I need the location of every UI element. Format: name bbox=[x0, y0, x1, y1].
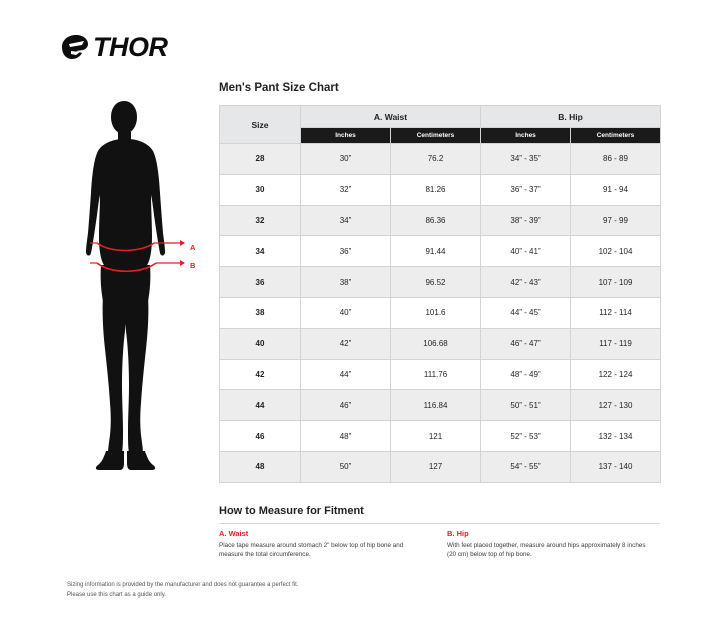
header-hip-centimeters: Centimeters bbox=[571, 128, 661, 144]
cell-hip-inches: 34” - 35” bbox=[481, 144, 571, 175]
cell-waist-inches: 48” bbox=[301, 421, 391, 452]
cell-size: 44 bbox=[220, 390, 301, 421]
table-row bbox=[220, 236, 661, 267]
cell-hip-centimeters: 117 - 119 bbox=[571, 328, 661, 359]
cell-size: 32 bbox=[220, 205, 301, 236]
cell-waist-centimeters: 116.84 bbox=[391, 390, 481, 421]
how-to-measure-heading: How to Measure for Fitment bbox=[219, 505, 364, 517]
table-row bbox=[220, 390, 661, 421]
cell-waist-centimeters: 127 bbox=[391, 451, 481, 482]
header-group-hip: B. Hip bbox=[481, 106, 661, 128]
table-header-group-row bbox=[220, 106, 661, 128]
figure-label-a: A bbox=[190, 243, 196, 252]
cell-size: 42 bbox=[220, 359, 301, 390]
disclaimer-line-2: Please use this chart as a guide only. bbox=[67, 592, 166, 599]
cell-waist-centimeters: 91.44 bbox=[391, 236, 481, 267]
header-group-waist: A. Waist bbox=[301, 106, 481, 128]
cell-hip-inches: 36” - 37” bbox=[481, 174, 571, 205]
table-row bbox=[220, 205, 661, 236]
cell-waist-inches: 42” bbox=[301, 328, 391, 359]
cell-waist-inches: 36” bbox=[301, 236, 391, 267]
cell-size: 48 bbox=[220, 451, 301, 482]
cell-waist-centimeters: 111.76 bbox=[391, 359, 481, 390]
table-row bbox=[220, 174, 661, 205]
cell-hip-inches: 54” - 55” bbox=[481, 451, 571, 482]
cell-hip-centimeters: 107 - 109 bbox=[571, 267, 661, 298]
table-row bbox=[220, 328, 661, 359]
cell-hip-centimeters: 86 - 89 bbox=[571, 144, 661, 175]
male-body-silhouette-icon bbox=[72, 95, 202, 475]
cell-waist-centimeters: 96.52 bbox=[391, 267, 481, 298]
cell-hip-centimeters: 122 - 124 bbox=[571, 359, 661, 390]
cell-size: 38 bbox=[220, 297, 301, 328]
cell-hip-inches: 52” - 53” bbox=[481, 421, 571, 452]
cell-size: 34 bbox=[220, 236, 301, 267]
disclaimer bbox=[67, 580, 567, 600]
cell-waist-centimeters: 81.26 bbox=[391, 174, 481, 205]
thor-helmet-icon bbox=[60, 32, 90, 62]
cell-hip-inches: 42” - 43” bbox=[481, 267, 571, 298]
cell-waist-centimeters: 86.36 bbox=[391, 205, 481, 236]
cell-hip-centimeters: 127 - 130 bbox=[571, 390, 661, 421]
size-chart-table bbox=[219, 105, 661, 483]
cell-size: 28 bbox=[220, 144, 301, 175]
figure-label-b: B bbox=[190, 261, 196, 270]
cell-hip-centimeters: 97 - 99 bbox=[571, 205, 661, 236]
cell-size: 30 bbox=[220, 174, 301, 205]
page-title: Men's Pant Size Chart bbox=[219, 82, 339, 94]
measure-body-waist: Place tape measure around stomach 2" below top of hip bone and measure the total circumference. bbox=[219, 542, 404, 559]
cell-waist-inches: 44” bbox=[301, 359, 391, 390]
table-row bbox=[220, 451, 661, 482]
cell-hip-inches: 48” - 49” bbox=[481, 359, 571, 390]
cell-waist-inches: 46” bbox=[301, 390, 391, 421]
cell-waist-inches: 34” bbox=[301, 205, 391, 236]
size-chart-table-wrapper bbox=[219, 105, 660, 483]
header-waist-centimeters: Centimeters bbox=[391, 128, 481, 144]
brand-name: THOR bbox=[93, 31, 168, 62]
disclaimer-line-1: Sizing information is provided by the manufacturer and does not guarantee a perfect fit. bbox=[67, 582, 299, 588]
header-size: Size bbox=[220, 106, 301, 144]
measure-body-hip: With feet placed together, measure around hips approximately 8 inches (20 cm) below top of hip bone. bbox=[447, 542, 646, 559]
cell-hip-inches: 38” - 39” bbox=[481, 205, 571, 236]
cell-size: 40 bbox=[220, 328, 301, 359]
cell-size: 46 bbox=[220, 421, 301, 452]
cell-hip-centimeters: 137 - 140 bbox=[571, 451, 661, 482]
cell-size: 36 bbox=[220, 267, 301, 298]
measure-section-hip bbox=[447, 529, 652, 559]
table-row bbox=[220, 297, 661, 328]
table-row bbox=[220, 421, 661, 452]
table-row bbox=[220, 359, 661, 390]
cell-waist-inches: 38” bbox=[301, 267, 391, 298]
table-row bbox=[220, 267, 661, 298]
cell-hip-centimeters: 91 - 94 bbox=[571, 174, 661, 205]
cell-hip-inches: 44” - 45” bbox=[481, 297, 571, 328]
cell-waist-centimeters: 121 bbox=[391, 421, 481, 452]
cell-waist-inches: 32” bbox=[301, 174, 391, 205]
cell-waist-inches: 30” bbox=[301, 144, 391, 175]
table-row bbox=[220, 144, 661, 175]
cell-waist-centimeters: 106.68 bbox=[391, 328, 481, 359]
cell-hip-inches: 50” - 51” bbox=[481, 390, 571, 421]
cell-hip-centimeters: 132 - 134 bbox=[571, 421, 661, 452]
cell-waist-centimeters: 101.6 bbox=[391, 297, 481, 328]
header-hip-inches: Inches bbox=[481, 128, 571, 144]
cell-hip-centimeters: 112 - 114 bbox=[571, 297, 661, 328]
cell-hip-inches: 46” - 47” bbox=[481, 328, 571, 359]
cell-waist-inches: 50” bbox=[301, 451, 391, 482]
cell-waist-centimeters: 76.2 bbox=[391, 144, 481, 175]
cell-hip-centimeters: 102 - 104 bbox=[571, 236, 661, 267]
header-waist-inches: Inches bbox=[301, 128, 391, 144]
measure-section-waist bbox=[219, 529, 424, 559]
measure-title-hip: B. Hip bbox=[447, 529, 469, 538]
divider bbox=[219, 523, 660, 524]
cell-waist-inches: 40” bbox=[301, 297, 391, 328]
cell-hip-inches: 40” - 41” bbox=[481, 236, 571, 267]
measure-title-waist: A. Waist bbox=[219, 529, 249, 538]
brand-logo bbox=[60, 30, 168, 64]
